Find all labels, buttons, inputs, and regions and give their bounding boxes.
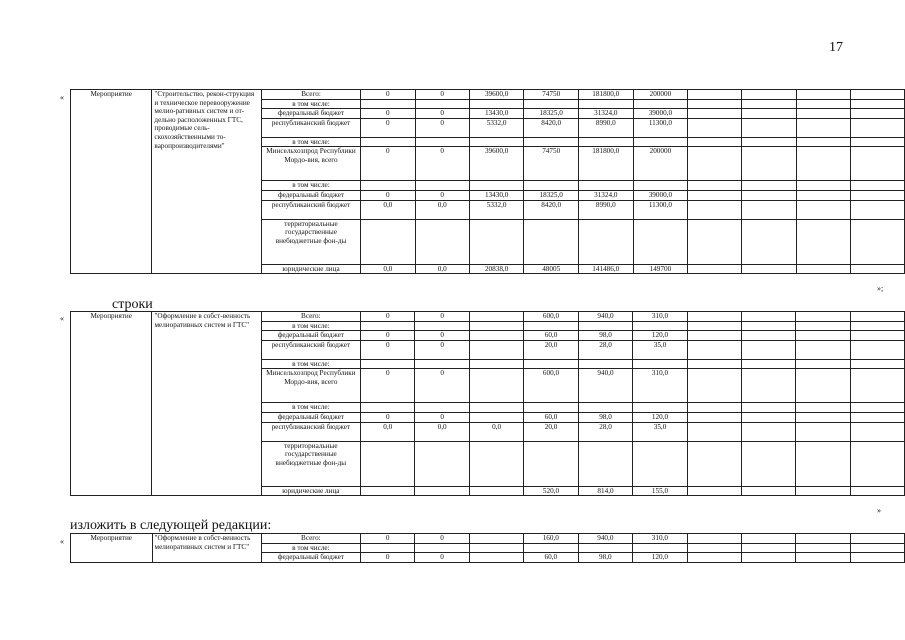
value-cell: 31324,0 bbox=[578, 190, 633, 200]
value-cell: 0 bbox=[415, 147, 469, 181]
value-cell bbox=[469, 486, 523, 496]
funding-source-cell: республиканский бюджет bbox=[261, 422, 360, 441]
value-cell bbox=[688, 99, 742, 109]
value-cell bbox=[688, 264, 742, 274]
value-cell bbox=[850, 534, 904, 544]
value-cell: 74750 bbox=[524, 90, 579, 100]
value-cell bbox=[796, 321, 850, 331]
value-cell: 0,0 bbox=[415, 200, 469, 219]
value-cell bbox=[415, 486, 469, 496]
value-cell bbox=[850, 219, 904, 264]
value-cell bbox=[850, 331, 904, 341]
value-cell bbox=[742, 403, 796, 413]
value-cell bbox=[469, 181, 524, 191]
table-row bbox=[71, 90, 905, 100]
value-cell: 28,0 bbox=[578, 422, 633, 441]
value-cell bbox=[578, 219, 633, 264]
value-cell bbox=[687, 543, 741, 553]
value-cell bbox=[742, 118, 796, 137]
value-cell bbox=[524, 441, 579, 486]
value-cell bbox=[850, 90, 904, 100]
value-cell: 60,0 bbox=[524, 331, 579, 341]
value-cell bbox=[361, 137, 415, 147]
value-cell: 0 bbox=[361, 340, 415, 359]
value-cell: 39000,0 bbox=[633, 109, 688, 119]
value-cell: 98,0 bbox=[578, 553, 633, 563]
funding-source-cell: юридические лица bbox=[261, 264, 360, 274]
value-cell: 20838,0 bbox=[469, 264, 524, 274]
value-cell: 0,0 bbox=[469, 422, 523, 441]
value-cell: 310,0 bbox=[633, 369, 688, 403]
funding-source-cell: территориальные государственные внебюджетные фон-ды bbox=[261, 219, 360, 264]
value-cell bbox=[687, 369, 741, 403]
funding-source-cell: в том числе: bbox=[261, 137, 360, 147]
funding-source-cell: юридические лица bbox=[261, 486, 360, 496]
value-cell bbox=[578, 321, 633, 331]
value-cell: 98,0 bbox=[578, 412, 633, 422]
value-cell bbox=[687, 331, 741, 341]
value-cell: 0 bbox=[361, 147, 415, 181]
value-cell: 0 bbox=[415, 331, 469, 341]
value-cell: 39000,0 bbox=[633, 190, 688, 200]
value-cell bbox=[687, 321, 741, 331]
value-cell bbox=[688, 109, 742, 119]
value-cell bbox=[796, 312, 850, 322]
value-cell bbox=[850, 403, 904, 413]
funding-source-cell: Минсельхозпрод Республики Мордо-вия, всего bbox=[261, 369, 360, 403]
value-cell bbox=[742, 219, 796, 264]
value-cell: 0,0 bbox=[361, 200, 415, 219]
funding-source-cell: федеральный бюджет bbox=[261, 190, 360, 200]
value-cell bbox=[687, 312, 741, 322]
value-cell bbox=[361, 486, 415, 496]
budget-table bbox=[70, 89, 905, 274]
value-cell bbox=[688, 137, 742, 147]
value-cell: 0 bbox=[415, 412, 469, 422]
table-row bbox=[71, 312, 905, 322]
value-cell bbox=[688, 200, 742, 219]
value-cell bbox=[688, 90, 742, 100]
value-cell bbox=[524, 99, 579, 109]
funding-source-cell: Всего: bbox=[261, 312, 360, 322]
value-cell bbox=[796, 359, 850, 369]
value-cell: 0 bbox=[361, 553, 415, 563]
value-cell bbox=[469, 534, 523, 544]
funding-source-cell: Всего: bbox=[261, 90, 360, 100]
value-cell: 600,0 bbox=[524, 312, 579, 322]
value-cell bbox=[850, 412, 904, 422]
value-cell: 520,0 bbox=[524, 486, 579, 496]
value-cell bbox=[796, 486, 850, 496]
value-cell bbox=[796, 534, 850, 544]
value-cell bbox=[578, 99, 633, 109]
value-cell bbox=[742, 147, 796, 181]
value-cell bbox=[796, 553, 850, 563]
value-cell: 600,0 bbox=[524, 369, 579, 403]
value-cell bbox=[742, 137, 796, 147]
value-cell: 120,0 bbox=[633, 412, 688, 422]
value-cell bbox=[796, 369, 850, 403]
value-cell bbox=[469, 412, 523, 422]
value-cell bbox=[688, 219, 742, 264]
value-cell bbox=[578, 403, 633, 413]
value-cell bbox=[796, 331, 850, 341]
value-cell: 814,0 bbox=[578, 486, 633, 496]
value-cell bbox=[742, 312, 796, 322]
value-cell: 0 bbox=[415, 369, 469, 403]
measure-name-cell: "Оформление в собст-венность мелиоративных систем и ГТС" bbox=[152, 534, 261, 563]
value-cell: 0 bbox=[415, 553, 469, 563]
value-cell bbox=[796, 181, 850, 191]
value-cell bbox=[469, 340, 523, 359]
value-cell bbox=[633, 403, 688, 413]
value-cell: 0 bbox=[415, 340, 469, 359]
measure-name-cell: "Строительство, рекон-струкция и техническое перевооружение мелио-ративных систем и от-дельно расположенных ГТС, проводимые сель-скохозяйственными то-варопроизводителями" bbox=[152, 90, 261, 274]
value-cell bbox=[796, 190, 850, 200]
value-cell: 0 bbox=[361, 90, 415, 100]
caption-new-edition: изложить в следующей редакции: bbox=[70, 518, 272, 533]
value-cell: 35,0 bbox=[633, 422, 688, 441]
value-cell: 120,0 bbox=[633, 553, 688, 563]
value-cell bbox=[633, 543, 688, 553]
value-cell: 60,0 bbox=[524, 553, 579, 563]
value-cell: 0 bbox=[361, 534, 415, 544]
value-cell: 310,0 bbox=[633, 534, 688, 544]
value-cell bbox=[742, 99, 796, 109]
value-cell bbox=[469, 321, 523, 331]
value-cell bbox=[796, 219, 850, 264]
value-cell bbox=[741, 534, 795, 544]
value-cell: 8420,0 bbox=[524, 118, 579, 137]
value-cell: 20,0 bbox=[524, 422, 579, 441]
value-cell bbox=[469, 331, 523, 341]
value-cell: 181800,0 bbox=[578, 90, 633, 100]
value-cell bbox=[469, 359, 523, 369]
value-cell bbox=[796, 422, 850, 441]
value-cell bbox=[850, 441, 904, 486]
value-cell: 8420,0 bbox=[524, 200, 579, 219]
value-cell bbox=[688, 181, 742, 191]
value-cell bbox=[361, 359, 415, 369]
funding-source-cell: Минсельхозпрод Республики Мордо-вия, всего bbox=[261, 147, 360, 181]
value-cell bbox=[524, 137, 579, 147]
value-cell bbox=[742, 359, 796, 369]
measure-name-cell: "Оформление в собст-венность мелиоративных систем и ГТС" bbox=[152, 312, 261, 496]
open-quote: « bbox=[60, 537, 64, 546]
value-cell bbox=[633, 181, 688, 191]
value-cell bbox=[796, 99, 850, 109]
funding-source-cell: в том числе: bbox=[261, 403, 360, 413]
value-cell bbox=[633, 441, 688, 486]
value-cell bbox=[796, 340, 850, 359]
value-cell bbox=[633, 219, 688, 264]
value-cell bbox=[850, 99, 904, 109]
value-cell bbox=[633, 99, 688, 109]
measure-type-cell: Мероприятие bbox=[71, 90, 152, 274]
value-cell bbox=[850, 543, 904, 553]
value-cell bbox=[633, 137, 688, 147]
funding-source-cell: федеральный бюджет bbox=[261, 331, 360, 341]
value-cell bbox=[796, 137, 850, 147]
value-cell bbox=[850, 359, 904, 369]
value-cell bbox=[796, 147, 850, 181]
value-cell: 0 bbox=[361, 109, 415, 119]
value-cell bbox=[796, 90, 850, 100]
value-cell: 141486,0 bbox=[578, 264, 633, 274]
budget-table bbox=[70, 533, 905, 563]
value-cell bbox=[578, 441, 633, 486]
value-cell bbox=[469, 312, 523, 322]
value-cell: 8990,0 bbox=[578, 118, 633, 137]
value-cell bbox=[742, 200, 796, 219]
measure-type-cell: Мероприятие bbox=[71, 534, 153, 563]
value-cell bbox=[796, 118, 850, 137]
value-cell bbox=[796, 412, 850, 422]
value-cell: 18325,0 bbox=[524, 109, 579, 119]
value-cell bbox=[742, 181, 796, 191]
value-cell bbox=[469, 553, 523, 563]
value-cell bbox=[796, 403, 850, 413]
value-cell bbox=[687, 441, 741, 486]
value-cell: 48005 bbox=[524, 264, 579, 274]
table-row bbox=[71, 534, 905, 544]
value-cell: 74750 bbox=[524, 147, 579, 181]
close-quote: »; bbox=[877, 284, 884, 293]
value-cell bbox=[850, 147, 904, 181]
value-cell: 310,0 bbox=[633, 312, 688, 322]
value-cell bbox=[850, 486, 904, 496]
value-cell bbox=[361, 219, 415, 264]
value-cell: 200000 bbox=[633, 147, 688, 181]
funding-source-cell: федеральный бюджет bbox=[261, 553, 360, 563]
value-cell bbox=[524, 321, 579, 331]
value-cell bbox=[469, 219, 524, 264]
value-cell bbox=[415, 99, 469, 109]
value-cell bbox=[469, 403, 523, 413]
value-cell: 0 bbox=[361, 331, 415, 341]
value-cell bbox=[742, 441, 796, 486]
value-cell: 0 bbox=[361, 312, 415, 322]
value-cell bbox=[361, 99, 415, 109]
value-cell bbox=[688, 147, 742, 181]
value-cell bbox=[742, 264, 796, 274]
value-cell bbox=[415, 441, 469, 486]
value-cell bbox=[524, 543, 579, 553]
value-cell: 31324,0 bbox=[578, 109, 633, 119]
value-cell: 160,0 bbox=[524, 534, 579, 544]
value-cell bbox=[361, 321, 415, 331]
value-cell bbox=[415, 321, 469, 331]
value-cell bbox=[633, 321, 688, 331]
value-cell: 0,0 bbox=[361, 264, 415, 274]
funding-source-cell: в том числе: bbox=[261, 543, 360, 553]
funding-source-cell: Всего: bbox=[261, 534, 360, 544]
value-cell bbox=[687, 486, 741, 496]
value-cell: 0 bbox=[361, 190, 415, 200]
value-cell: 0 bbox=[415, 312, 469, 322]
value-cell bbox=[850, 190, 904, 200]
value-cell bbox=[796, 200, 850, 219]
value-cell bbox=[742, 109, 796, 119]
value-cell bbox=[742, 486, 796, 496]
value-cell: 39600,0 bbox=[469, 147, 524, 181]
measure-type-cell: Мероприятие bbox=[71, 312, 152, 496]
value-cell bbox=[850, 264, 904, 274]
value-cell bbox=[687, 340, 741, 359]
value-cell bbox=[850, 118, 904, 137]
value-cell bbox=[741, 553, 795, 563]
value-cell bbox=[524, 219, 579, 264]
value-cell bbox=[796, 109, 850, 119]
value-cell bbox=[687, 534, 741, 544]
value-cell bbox=[361, 441, 415, 486]
value-cell bbox=[524, 359, 579, 369]
value-cell: 181800,0 bbox=[578, 147, 633, 181]
value-cell bbox=[469, 543, 523, 553]
value-cell: 0 bbox=[415, 90, 469, 100]
value-cell bbox=[850, 200, 904, 219]
value-cell bbox=[633, 359, 688, 369]
value-cell bbox=[742, 321, 796, 331]
value-cell: 13430,0 bbox=[469, 109, 524, 119]
value-cell: 149700 bbox=[633, 264, 688, 274]
value-cell: 8990,0 bbox=[578, 200, 633, 219]
value-cell bbox=[687, 403, 741, 413]
value-cell: 5332,0 bbox=[469, 200, 524, 219]
value-cell bbox=[850, 340, 904, 359]
funding-source-cell: в том числе: bbox=[261, 181, 360, 191]
funding-source-cell: республиканский бюджет bbox=[261, 340, 360, 359]
value-cell bbox=[578, 359, 633, 369]
value-cell bbox=[415, 137, 469, 147]
value-cell: 0 bbox=[361, 369, 415, 403]
value-cell bbox=[688, 118, 742, 137]
funding-source-cell: в том числе: bbox=[261, 99, 360, 109]
value-cell: 120,0 bbox=[633, 331, 688, 341]
value-cell bbox=[742, 190, 796, 200]
value-cell bbox=[415, 181, 469, 191]
value-cell bbox=[850, 422, 904, 441]
value-cell bbox=[850, 312, 904, 322]
value-cell: 0 bbox=[415, 190, 469, 200]
value-cell: 98,0 bbox=[578, 331, 633, 341]
value-cell: 940,0 bbox=[578, 534, 633, 544]
value-cell bbox=[415, 403, 469, 413]
value-cell bbox=[796, 441, 850, 486]
value-cell bbox=[687, 412, 741, 422]
value-cell: 0 bbox=[361, 412, 415, 422]
value-cell bbox=[742, 369, 796, 403]
value-cell bbox=[850, 369, 904, 403]
value-cell: 35,0 bbox=[633, 340, 688, 359]
value-cell bbox=[687, 359, 741, 369]
value-cell: 940,0 bbox=[578, 369, 633, 403]
value-cell bbox=[796, 543, 850, 553]
funding-source-cell: в том числе: bbox=[261, 359, 360, 369]
value-cell bbox=[850, 321, 904, 331]
value-cell bbox=[687, 553, 741, 563]
value-cell bbox=[361, 403, 415, 413]
open-quote: « bbox=[60, 314, 64, 323]
value-cell bbox=[850, 181, 904, 191]
value-cell bbox=[524, 403, 579, 413]
value-cell: 200000 bbox=[633, 90, 688, 100]
budget-table bbox=[70, 311, 905, 496]
value-cell: 0,0 bbox=[415, 264, 469, 274]
value-cell bbox=[469, 99, 524, 109]
funding-source-cell: республиканский бюджет bbox=[261, 118, 360, 137]
value-cell: 0 bbox=[415, 118, 469, 137]
funding-source-cell: федеральный бюджет bbox=[261, 412, 360, 422]
value-cell bbox=[742, 90, 796, 100]
caption-rows: строки bbox=[112, 297, 153, 312]
value-cell bbox=[469, 369, 523, 403]
value-cell: 13430,0 bbox=[469, 190, 524, 200]
value-cell: 20,0 bbox=[524, 340, 579, 359]
value-cell: 0 bbox=[415, 534, 469, 544]
value-cell: 0 bbox=[361, 118, 415, 137]
value-cell bbox=[361, 543, 415, 553]
value-cell bbox=[578, 181, 633, 191]
value-cell: 39600,0 bbox=[469, 90, 524, 100]
funding-source-cell: в том числе: bbox=[261, 321, 360, 331]
close-quote: » bbox=[877, 506, 881, 515]
value-cell: 28,0 bbox=[578, 340, 633, 359]
value-cell bbox=[415, 219, 469, 264]
value-cell bbox=[469, 137, 524, 147]
value-cell bbox=[469, 441, 523, 486]
value-cell bbox=[850, 553, 904, 563]
value-cell: 940,0 bbox=[578, 312, 633, 322]
page-number: 17 bbox=[829, 40, 843, 55]
value-cell bbox=[741, 543, 795, 553]
value-cell: 18325,0 bbox=[524, 190, 579, 200]
value-cell bbox=[742, 422, 796, 441]
value-cell: 11300,0 bbox=[633, 200, 688, 219]
open-quote: « bbox=[60, 93, 64, 102]
value-cell bbox=[742, 412, 796, 422]
funding-source-cell: республиканский бюджет bbox=[261, 200, 360, 219]
value-cell bbox=[850, 109, 904, 119]
value-cell bbox=[742, 331, 796, 341]
value-cell: 155,0 bbox=[633, 486, 688, 496]
value-cell bbox=[578, 137, 633, 147]
value-cell: 5332,0 bbox=[469, 118, 524, 137]
value-cell bbox=[415, 359, 469, 369]
value-cell bbox=[687, 422, 741, 441]
value-cell bbox=[524, 181, 579, 191]
value-cell bbox=[796, 264, 850, 274]
value-cell: 0,0 bbox=[415, 422, 469, 441]
value-cell bbox=[850, 137, 904, 147]
value-cell: 0,0 bbox=[361, 422, 415, 441]
value-cell: 11300,0 bbox=[633, 118, 688, 137]
funding-source-cell: территориальные государственные внебюджетные фон-ды bbox=[261, 441, 360, 486]
value-cell: 60,0 bbox=[524, 412, 579, 422]
value-cell bbox=[361, 181, 415, 191]
funding-source-cell: федеральный бюджет bbox=[261, 109, 360, 119]
value-cell bbox=[688, 190, 742, 200]
value-cell: 0 bbox=[415, 109, 469, 119]
value-cell bbox=[742, 340, 796, 359]
value-cell bbox=[578, 543, 633, 553]
value-cell bbox=[415, 543, 469, 553]
